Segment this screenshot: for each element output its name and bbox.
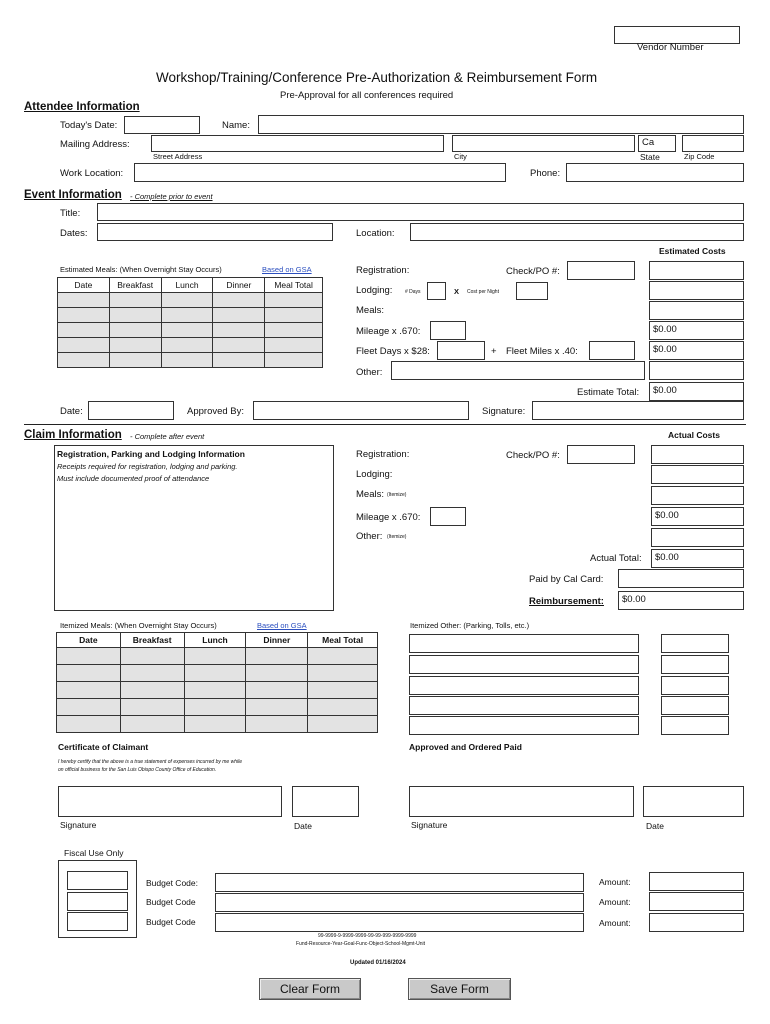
approved-by-label: Approved By: <box>187 406 245 417</box>
budget-code-format: 99-9999-9-9999-9999-99-99-999-9999-9999 <box>318 933 417 939</box>
reimbursement-label: Reimbursement: <box>529 596 604 607</box>
fiscal-code-input[interactable] <box>67 892 128 911</box>
budget-code-label-3: Budget Code <box>146 917 196 927</box>
todays-date-input[interactable] <box>124 116 200 134</box>
save-form-button[interactable]: Save Form <box>408 978 511 1000</box>
budget-code-key: Fund-Resource-Year-Goal-Func-Object-School-Mgmt-Unit <box>296 941 426 947</box>
table-row[interactable] <box>57 665 378 682</box>
act-other-label: Other: <box>356 531 383 542</box>
other-item-amount[interactable] <box>661 634 729 653</box>
reimbursement-value: $0.00 <box>618 591 744 610</box>
itemized-other-caption: Itemized Other: (Parking, Tolls, etc.) <box>410 621 530 630</box>
actual-costs-heading: Actual Costs <box>668 430 720 440</box>
event-dates-input[interactable] <box>97 223 333 241</box>
est-check-po-input[interactable] <box>567 261 635 280</box>
col-lunch: Lunch <box>184 633 246 648</box>
table-row[interactable] <box>57 699 378 716</box>
amount-label-1: Amount: <box>599 877 631 887</box>
event-title-input[interactable] <box>97 203 744 221</box>
other-item-amount[interactable] <box>661 716 729 735</box>
mailing-address-label: Mailing Address: <box>60 139 130 150</box>
col-meal-total: Meal Total <box>265 278 323 293</box>
estimate-total-value: $0.00 <box>649 382 744 401</box>
budget-code-input-1[interactable] <box>215 873 584 892</box>
city-label: City <box>454 152 467 161</box>
name-label: Name: <box>222 120 250 131</box>
cal-card-label: Paid by Cal Card: <box>529 574 604 585</box>
approver-signature-input[interactable] <box>409 786 634 817</box>
act-cost-mileage[interactable]: $0.00 <box>651 507 744 526</box>
est-cost-other[interactable] <box>649 361 744 380</box>
estimated-costs-heading: Estimated Costs <box>659 246 726 256</box>
table-row[interactable] <box>58 338 323 353</box>
other-item-desc[interactable] <box>409 676 639 695</box>
actual-total-label: Actual Total: <box>590 553 642 564</box>
act-check-po-input[interactable] <box>567 445 635 464</box>
estimated-meals-caption: Estimated Meals: (When Overnight Stay Occurs) <box>60 265 222 274</box>
est-cost-registration[interactable] <box>649 261 744 280</box>
times-sign: X <box>454 287 460 296</box>
table-header-row <box>58 278 323 293</box>
col-breakfast: Breakfast <box>109 278 161 293</box>
estimated-meals-table <box>57 277 323 368</box>
amount-input-1[interactable] <box>649 872 744 891</box>
act-meals-label: Meals: <box>356 489 384 500</box>
table-row[interactable] <box>58 308 323 323</box>
est-check-po-label: Check/PO #: <box>506 266 560 277</box>
col-dinner: Dinner <box>213 278 265 293</box>
todays-date-label: Today's Date: <box>60 120 118 131</box>
other-item-amount[interactable] <box>661 655 729 674</box>
est-cost-fleet[interactable]: $0.00 <box>649 341 744 360</box>
fleet-days-input[interactable] <box>437 341 485 360</box>
act-mileage-input[interactable] <box>430 507 466 526</box>
claim-heading: Claim Information <box>24 429 122 441</box>
certificate-text-1: I hereby certify that the above is a true statement of expenses incurred by me while <box>58 759 242 765</box>
street-address-input[interactable] <box>151 135 444 152</box>
approved-by-input[interactable] <box>253 401 469 420</box>
act-mileage-label: Mileage x .670: <box>356 512 421 523</box>
table-row[interactable] <box>58 293 323 308</box>
table-header-row <box>57 633 378 648</box>
fleet-miles-input[interactable] <box>589 341 635 360</box>
act-cost-registration[interactable] <box>651 445 744 464</box>
claim-note: - Complete after event <box>130 432 205 441</box>
act-registration-label: Registration: <box>356 449 410 460</box>
table-row[interactable] <box>57 682 378 699</box>
claimant-date-input[interactable] <box>292 786 359 817</box>
fleet-days-label: Fleet Days x $28: <box>356 346 430 357</box>
est-registration-label: Registration: <box>356 265 410 276</box>
other-item-desc[interactable] <box>409 696 639 715</box>
act-lodging-label: Lodging: <box>356 469 393 480</box>
itemized-meals-caption: Itemized Meals: (When Overnight Stay Occurs) <box>60 621 217 630</box>
col-date: Date <box>57 633 121 648</box>
amount-input-2[interactable] <box>649 892 744 911</box>
amount-input-3[interactable] <box>649 913 744 932</box>
approver-date-input[interactable] <box>643 786 744 817</box>
fiscal-code-input[interactable] <box>67 871 128 890</box>
amount-label-2: Amount: <box>599 897 631 907</box>
event-signature-label: Signature: <box>482 406 526 417</box>
est-lodging-label: Lodging: <box>356 285 393 296</box>
table-row[interactable] <box>58 323 323 338</box>
fiscal-code-input[interactable] <box>67 912 128 931</box>
gsa-link[interactable]: Based on GSA <box>262 265 312 274</box>
certificate-text-2: on official business for the San Luis Obispo County Office of Education. <box>58 767 217 773</box>
budget-code-input-3[interactable] <box>215 913 584 932</box>
claimant-date-label: Date <box>294 821 312 831</box>
other-itemize-note: (Itemize) <box>387 534 407 540</box>
other-item-desc[interactable] <box>409 655 639 674</box>
col-dinner: Dinner <box>246 633 308 648</box>
est-cost-meals[interactable] <box>649 301 744 320</box>
other-item-amount[interactable] <box>661 676 729 695</box>
section-divider <box>24 424 746 425</box>
event-date-label: Date: <box>60 406 83 417</box>
claim-gsa-link[interactable]: Based on GSA <box>257 621 307 630</box>
budget-code-label-2: Budget Code <box>146 897 196 907</box>
est-other-input[interactable] <box>391 361 645 380</box>
itemized-meals-table <box>56 632 378 733</box>
table-row[interactable] <box>58 353 323 368</box>
act-cost-lodging[interactable] <box>651 465 744 484</box>
vendor-number-label: Vendor Number <box>637 42 704 53</box>
col-meal-total: Meal Total <box>308 633 378 648</box>
form-subtitle: Pre-Approval for all conferences required <box>280 90 454 101</box>
budget-code-label-1: Budget Code: <box>146 878 198 888</box>
actual-total-value: $0.00 <box>651 549 744 568</box>
col-date: Date <box>58 278 110 293</box>
rpl-title: Registration, Parking and Lodging Information <box>57 449 245 459</box>
rpl-note-2: Must include documented proof of attendance <box>57 474 210 483</box>
approver-date-label: Date <box>646 821 664 831</box>
event-heading: Event Information <box>24 189 122 201</box>
event-date-input[interactable] <box>88 401 174 420</box>
budget-code-input-2[interactable] <box>215 893 584 912</box>
claimant-signature-input[interactable] <box>58 786 282 817</box>
act-cost-other[interactable] <box>651 528 744 547</box>
phone-label: Phone: <box>530 168 561 179</box>
rpl-note-1: Receipts required for registration, lodging and parking. <box>57 462 238 471</box>
claimant-signature-label: Signature <box>60 820 97 830</box>
other-item-desc[interactable] <box>409 716 639 735</box>
days-label: # Days <box>405 289 421 295</box>
est-other-label: Other: <box>356 367 383 378</box>
amount-label-3: Amount: <box>599 918 631 928</box>
other-item-amount[interactable] <box>661 696 729 715</box>
street-address-label: Street Address <box>153 152 203 161</box>
other-item-desc[interactable] <box>409 634 639 653</box>
approved-paid-title: Approved and Ordered Paid <box>409 742 522 752</box>
city-input[interactable] <box>452 135 635 152</box>
zip-code-input[interactable] <box>682 135 744 152</box>
meals-itemize-note: (Itemize) <box>387 492 407 498</box>
cost-per-night-label: Cost per Night <box>467 289 499 295</box>
table-row[interactable] <box>57 648 378 665</box>
act-check-po-label: Check/PO #: <box>506 450 560 461</box>
estimate-total-label: Estimate Total: <box>577 387 640 398</box>
days-input[interactable] <box>427 282 446 300</box>
state-label: State <box>640 152 660 162</box>
form-title: Workshop/Training/Conference Pre-Authorization & Reimbursement Form <box>156 70 598 85</box>
est-mileage-input[interactable] <box>430 321 466 340</box>
event-note: - Complete prior to event <box>130 192 213 201</box>
fiscal-use-label: Fiscal Use Only <box>64 848 124 858</box>
certificate-title: Certificate of Claimant <box>58 742 149 752</box>
event-signature-input[interactable] <box>532 401 744 420</box>
est-cost-lodging[interactable] <box>649 281 744 300</box>
name-input[interactable] <box>258 115 744 134</box>
est-mileage-label: Mileage x .670: <box>356 326 421 337</box>
event-location-input[interactable] <box>410 223 744 241</box>
phone-input[interactable] <box>566 163 744 182</box>
event-title-label: Title: <box>60 208 81 219</box>
work-location-input[interactable] <box>134 163 506 182</box>
table-row[interactable] <box>57 716 378 733</box>
cal-card-input[interactable] <box>618 569 744 588</box>
event-dates-label: Dates: <box>60 228 88 239</box>
fleet-miles-label: Fleet Miles x .40: <box>506 346 578 357</box>
act-cost-meals[interactable] <box>651 486 744 505</box>
clear-form-button[interactable]: Clear Form <box>259 978 361 1000</box>
plus-sign: + <box>491 346 497 357</box>
col-breakfast: Breakfast <box>120 633 184 648</box>
col-lunch: Lunch <box>161 278 213 293</box>
state-input[interactable]: Ca <box>638 135 676 152</box>
cost-per-night-input[interactable] <box>516 282 548 300</box>
zip-code-label: Zip Code <box>684 152 715 161</box>
attendee-heading: Attendee Information <box>24 101 140 113</box>
work-location-label: Work Location: <box>60 168 124 179</box>
approver-signature-label: Signature <box>411 820 448 830</box>
est-meals-label: Meals: <box>356 305 384 316</box>
updated-date: Updated 01/16/2024 <box>350 960 406 966</box>
est-cost-mileage[interactable]: $0.00 <box>649 321 744 340</box>
event-location-label: Location: <box>356 228 395 239</box>
